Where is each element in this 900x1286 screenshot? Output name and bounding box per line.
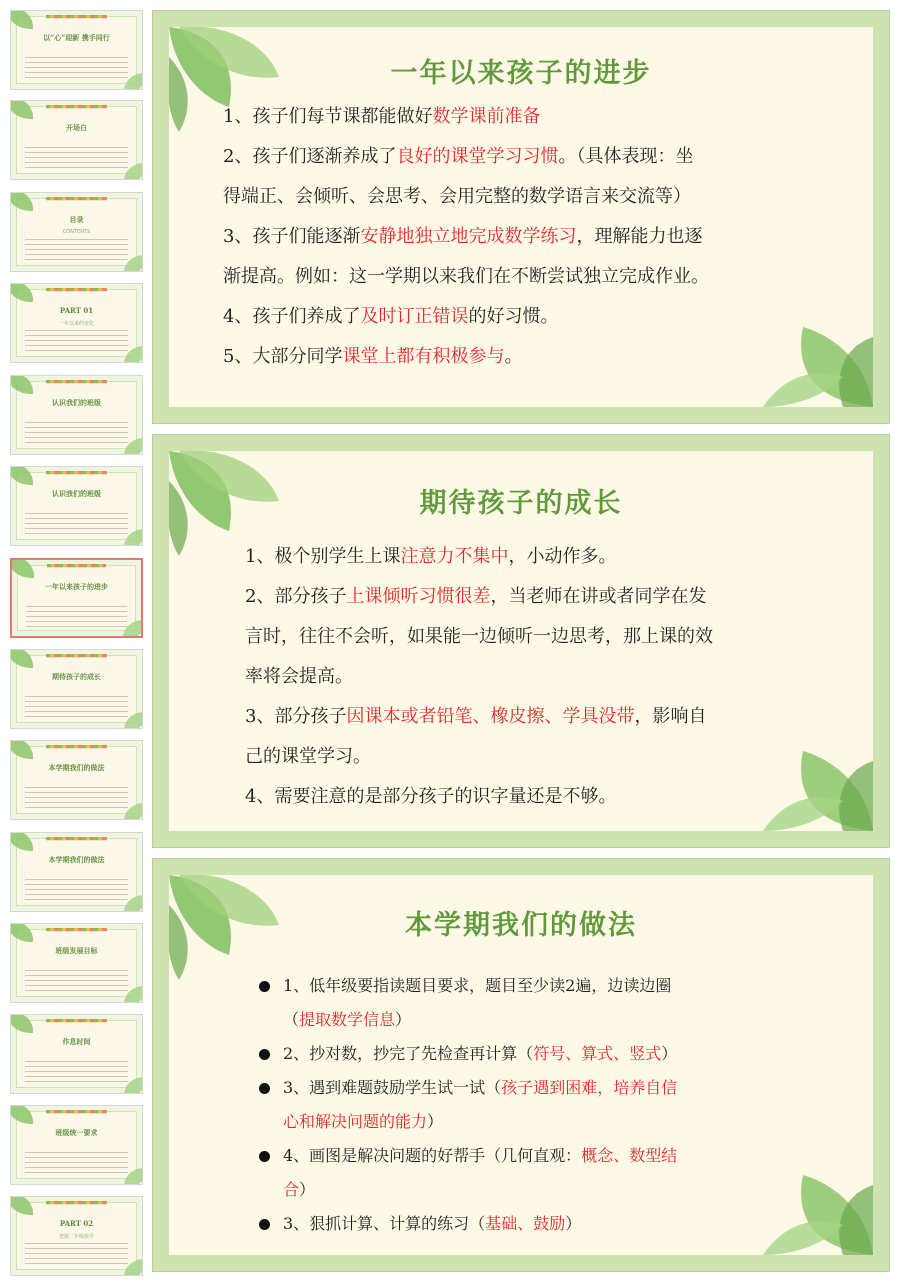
thumbnail-title: PART 02 (59, 1219, 94, 1228)
thumbnail-text-lines (25, 787, 128, 809)
leaf-decoration-icon (10, 923, 33, 942)
slide-thumbnail[interactable] (10, 283, 143, 363)
slide-thumbnail[interactable] (10, 1196, 143, 1276)
thumbnail-text-lines (25, 1061, 128, 1083)
body-text: 率将会提高。 (245, 666, 353, 687)
highlight-text: 基础、鼓励 (485, 1214, 566, 1233)
thumbnail-title: 目录 (69, 215, 84, 224)
text-line (245, 617, 839, 657)
thumbnail-text-lines (25, 147, 128, 169)
thumbnail-text-lines (25, 1243, 128, 1265)
thumbnail-subtitle: CONTENTS (62, 229, 91, 235)
methods-list (257, 969, 829, 1241)
body-text: ） (427, 1112, 444, 1131)
highlight-text: 上课倾听习惯很差 (346, 586, 491, 607)
leaf-decoration-icon (10, 1196, 33, 1215)
body-text: （ (283, 1010, 300, 1029)
slide-title: 期待孩子的成长 (419, 488, 623, 519)
body-text: 4、画图是解决问题的好帮手（几何直观： (283, 1146, 582, 1165)
list-item (257, 1139, 829, 1207)
body-text: 得端正、会倾听、会思考、会用完整的数学语言来交流等） (223, 186, 691, 207)
highlight-text: 注意力不集中 (400, 546, 509, 567)
text-line (223, 177, 839, 217)
thumbnail-title: 一年以来孩子的进步 (45, 582, 108, 591)
body-text: 己的课堂学习。 (245, 746, 371, 767)
slide-growth[interactable] (152, 434, 890, 848)
text-line (223, 137, 839, 177)
leaf-decoration-icon (10, 740, 33, 759)
slide-thumbnail[interactable] (10, 923, 143, 1003)
highlight-text: 课堂上都有积极参与 (342, 346, 505, 367)
slide-methods[interactable] (152, 858, 890, 1272)
thumbnail-text-lines (25, 1152, 128, 1174)
text-line (223, 217, 839, 257)
list-item (257, 1037, 829, 1071)
leaf-decoration-icon (10, 649, 33, 668)
leaf-decoration-icon (10, 558, 34, 578)
highlight-text: 安静地独立地完成数学练习 (360, 226, 577, 247)
body-text: 4、孩子们养成了 (223, 306, 361, 327)
highlight-text: 孩子遇到困难，培养自信 (501, 1078, 678, 1097)
leaf-decoration-icon (10, 1014, 33, 1033)
body-text: 。 (504, 346, 523, 367)
leaf-decoration-icon (10, 1105, 33, 1124)
thumbnail-title: 开场白 (66, 123, 87, 132)
body-text: 1、孩子们每节课都能做好 (223, 106, 433, 127)
slide-progress[interactable] (152, 10, 890, 424)
thumbnail-title: PART 01 (59, 306, 94, 315)
text-line (245, 537, 839, 577)
body-text: 3、部分孩子 (245, 706, 347, 727)
slide-title: 一年以来孩子的进步 (390, 58, 652, 89)
slide-thumbnail[interactable] (10, 10, 143, 90)
body-text: 1、低年级要指读题目要求，题目至少读2遍，边读边圈 (283, 976, 672, 995)
thumbnail-text-lines (25, 879, 128, 901)
body-text: ，理解能力也逐 (576, 226, 703, 247)
thumbnail-text-lines (25, 970, 128, 992)
body-text: 。（具体表现：坐 (558, 146, 694, 167)
leaf-decoration-icon (10, 10, 33, 29)
leaf-decoration-icon (10, 466, 33, 485)
thumbnail-subtitle: 把握二年级数学 (58, 1234, 94, 1240)
slide-thumbnail[interactable] (10, 649, 143, 729)
body-text: 的好习惯。 (468, 306, 559, 327)
thumbnail-text-lines (25, 239, 128, 261)
text-line (245, 577, 839, 617)
thumbnail-title: 本学期我们的做法 (48, 763, 105, 772)
thumbnail-title: 作息时间 (62, 1037, 91, 1046)
body-text: ，小动作多。 (508, 546, 617, 567)
body-text: 3、遇到难题鼓励学生试一试（ (283, 1078, 502, 1097)
leaf-decoration-icon (10, 100, 33, 119)
text-line (245, 657, 839, 697)
thumbnail-title: 以“心”迎新 携手同行 (43, 33, 110, 42)
body-text: 3、狠抓计算、计算的练习（ (283, 1214, 486, 1233)
highlight-text: 因课本或者铅笔、橡皮擦、学具没带 (346, 706, 635, 727)
slide-body (223, 97, 839, 377)
thumbnail-subtitle: 一年以来的变化 (58, 321, 94, 327)
slide-thumbnail[interactable] (10, 375, 143, 455)
leaf-decoration-icon (10, 283, 33, 302)
highlight-text: 数学课前准备 (432, 106, 541, 127)
slide-body (257, 969, 829, 1241)
slide-thumbnail[interactable] (10, 1014, 143, 1094)
slide-title: 本学期我们的做法 (405, 910, 637, 941)
body-text: 2、部分孩子 (245, 586, 347, 607)
text-line (223, 337, 839, 377)
slide-thumbnail[interactable] (10, 1105, 143, 1185)
thumbnail-title: 班级统一要求 (55, 1128, 98, 1137)
body-text: 4、需要注意的是部分孩子的识字量还是不够。 (245, 786, 617, 807)
text-line (223, 257, 839, 297)
slide-thumbnail[interactable] (10, 832, 143, 912)
body-text: 渐提高。例如：这一学期以来我们在不断尝试独立完成作业。 (223, 266, 709, 287)
body-text: 2、孩子们逐渐养成了 (223, 146, 397, 167)
leaf-decoration-icon (10, 832, 33, 851)
text-line (223, 97, 839, 137)
thumbnail-text-lines (26, 606, 127, 628)
slide-thumbnail[interactable] (10, 100, 143, 180)
highlight-text: 概念、数型结 (581, 1146, 678, 1165)
slide-thumbnail[interactable] (10, 740, 143, 820)
slide-thumbnail[interactable] (10, 466, 143, 546)
leaf-decoration-icon (10, 375, 33, 394)
thumbnail-title: 期待孩子的成长 (52, 672, 101, 681)
body-text: ） (395, 1010, 412, 1029)
body-text: 3、孩子们能逐渐 (223, 226, 361, 247)
body-text: ） (661, 1044, 678, 1063)
thumbnail-text-lines (25, 57, 128, 79)
thumbnail-text-lines (25, 330, 128, 352)
highlight-text: 提取数学信息 (299, 1010, 396, 1029)
slide-thumbnail[interactable] (10, 558, 143, 638)
highlight-text: 符号、算式、竖式 (533, 1044, 662, 1063)
text-line (245, 697, 839, 737)
thumbnail-title: 班级发展目标 (55, 946, 98, 955)
text-line (223, 297, 839, 337)
body-text: ） (565, 1214, 582, 1233)
slide-thumbnail[interactable] (10, 192, 143, 272)
list-item (257, 1207, 829, 1241)
highlight-text: 良好的课堂学习习惯 (396, 146, 559, 167)
thumbnail-text-lines (25, 422, 128, 444)
body-text: ，当老师在讲或者同学在发 (490, 586, 707, 607)
body-text: ，影响自 (634, 706, 707, 727)
highlight-text: 及时订正错误 (360, 306, 469, 327)
text-line (245, 737, 839, 777)
body-text: 1、极个别学生上课 (245, 546, 401, 567)
thumbnail-title: 认识我们的班级 (52, 489, 101, 498)
body-text: 言时，往往不会听，如果能一边倾听一边思考，那上课的效 (245, 626, 713, 647)
thumbnail-text-lines (25, 696, 128, 718)
highlight-text: 心和解决问题的能力 (283, 1112, 428, 1131)
list-item (257, 969, 829, 1037)
highlight-text: 合 (283, 1180, 300, 1199)
list-item (257, 1071, 829, 1139)
thumbnail-text-lines (25, 513, 128, 535)
body-text: 2、抄对数，抄完了先检查再计算（ (283, 1044, 534, 1063)
slide-thumbnail-panel (0, 0, 150, 1286)
slide-body (245, 537, 839, 817)
thumbnail-title: 认识我们的班级 (52, 398, 101, 407)
text-line (245, 777, 839, 817)
thumbnail-title: 本学期我们的做法 (48, 855, 105, 864)
body-text: 5、大部分同学 (223, 346, 343, 367)
leaf-decoration-icon (10, 192, 33, 211)
body-text: ） (299, 1180, 316, 1199)
